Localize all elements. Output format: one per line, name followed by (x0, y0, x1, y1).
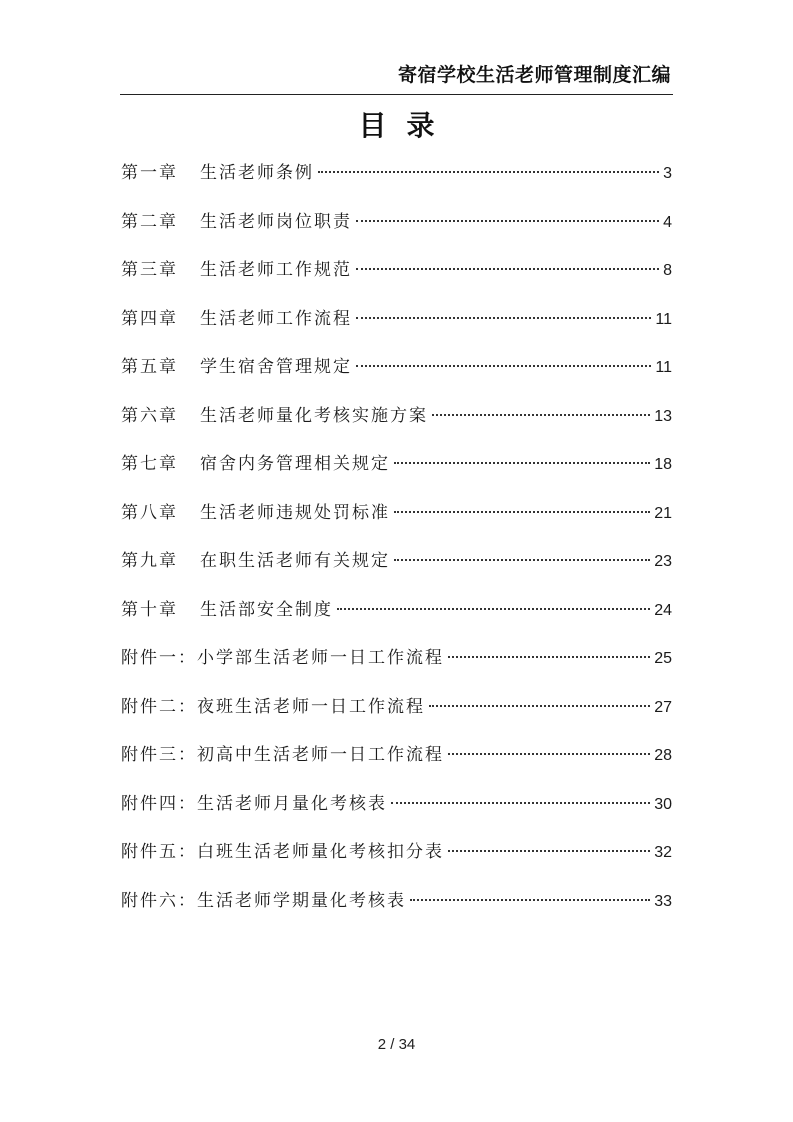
toc-entry[interactable] (121, 886, 672, 935)
toc-entry-label: 附件五： (121, 842, 197, 862)
toc-entry-page: 3 (663, 165, 672, 182)
toc-entry-title: 夜班生活老师一日工作流程 (197, 696, 425, 717)
toc-leader-dots (448, 656, 650, 658)
toc-leader-dots (394, 462, 650, 464)
toc-leader-dots (356, 365, 651, 367)
toc-entry[interactable] (121, 255, 672, 304)
toc-entry-label: 第五章 (121, 357, 178, 377)
document-header-title: 寄宿学校生活老师管理制度汇编 (397, 64, 671, 86)
toc-entry-label: 第二章 (121, 211, 178, 232)
toc-entry-page: 13 (654, 407, 672, 425)
toc-entry-title: 宿舍内务管理相关规定 (200, 454, 390, 474)
toc-leader-dots (429, 705, 650, 707)
toc-entry-label: 第七章 (121, 454, 178, 474)
toc-entry-page: 18 (654, 456, 672, 473)
toc-leader-dots (394, 559, 650, 561)
toc-leader-dots (337, 608, 650, 610)
toc-entry-page: 4 (663, 213, 672, 231)
toc-leader-dots (356, 268, 659, 270)
toc-entry-label: 第三章 (121, 260, 178, 280)
toc-entry-page: 21 (654, 504, 672, 522)
toc-entry-title: 生活老师工作流程 (200, 308, 352, 329)
toc-entry[interactable] (121, 401, 672, 450)
header-divider (120, 94, 673, 95)
toc-entry-page: 24 (654, 601, 672, 619)
toc-entry-title: 生活部安全制度 (200, 599, 333, 620)
toc-entry[interactable] (121, 546, 672, 595)
toc-entry-label: 附件三： (121, 745, 197, 765)
toc-entry-label: 第九章 (121, 551, 178, 571)
toc-entry-label: 第四章 (121, 308, 178, 329)
toc-leader-dots (391, 802, 650, 804)
toc-entry-page: 27 (654, 698, 672, 716)
page-number-indicator: 2 / 34 (377, 1036, 416, 1053)
toc-entry-title: 在职生活老师有关规定 (200, 551, 390, 571)
toc-entry-title: 生活老师违规处罚标准 (200, 502, 390, 523)
toc-entry[interactable] (121, 740, 672, 789)
toc-entry-title: 初高中生活老师一日工作流程 (197, 745, 444, 765)
toc-entry-page: 28 (654, 747, 672, 764)
toc-entry-label: 附件四： (121, 793, 197, 814)
toc-leader-dots (448, 753, 650, 755)
toc-entry-title: 生活老师量化考核实施方案 (200, 405, 428, 426)
toc-leader-dots (356, 317, 651, 319)
toc-entry[interactable] (121, 158, 672, 207)
toc-entry-title: 生活老师工作规范 (200, 260, 352, 280)
toc-entry-title: 生活老师月量化考核表 (197, 793, 387, 814)
toc-entry-title: 小学部生活老师一日工作流程 (197, 648, 444, 668)
toc-entry[interactable] (121, 837, 672, 886)
toc-entry[interactable] (121, 304, 672, 353)
toc-leader-dots (432, 414, 650, 416)
toc-leader-dots (318, 171, 659, 173)
toc-entry[interactable] (121, 498, 672, 547)
toc-leader-dots (410, 899, 650, 901)
toc-leader-dots (448, 850, 650, 852)
toc-entry-label: 第八章 (121, 502, 178, 523)
toc-entry-page: 33 (654, 892, 672, 910)
toc-entry-page: 30 (654, 795, 672, 813)
toc-entry-page: 11 (655, 310, 672, 328)
toc-entry-title: 生活老师学期量化考核表 (197, 890, 406, 911)
toc-entry[interactable] (121, 595, 672, 644)
toc-entry-label: 第一章 (121, 163, 178, 183)
toc-entry-label: 附件一： (121, 648, 197, 668)
toc-entry-page: 23 (654, 553, 672, 570)
toc-entry-page: 8 (663, 262, 672, 279)
toc-entry[interactable] (121, 449, 672, 498)
toc-heading: 目录 (358, 109, 455, 142)
toc-entry-label: 第六章 (121, 405, 178, 426)
toc-entry[interactable] (121, 643, 672, 692)
toc-entry[interactable] (121, 352, 672, 401)
toc-entry-label: 附件二： (121, 696, 197, 717)
toc-leader-dots (356, 220, 659, 222)
toc-entry-page: 25 (654, 650, 672, 667)
toc-entry[interactable] (121, 207, 672, 256)
toc-entry-label: 附件六： (121, 890, 197, 911)
toc-entry-label: 第十章 (121, 599, 178, 620)
toc-entry-title: 生活老师岗位职责 (200, 211, 352, 232)
toc-list (121, 158, 672, 934)
toc-entry-page: 32 (654, 844, 672, 861)
toc-entry-title: 白班生活老师量化考核扣分表 (197, 842, 444, 862)
toc-entry-title: 生活老师条例 (200, 163, 314, 183)
toc-entry[interactable] (121, 692, 672, 741)
toc-leader-dots (394, 511, 650, 513)
toc-entry-title: 学生宿舍管理规定 (200, 357, 352, 377)
toc-entry[interactable] (121, 789, 672, 838)
toc-entry-page: 11 (655, 359, 672, 376)
